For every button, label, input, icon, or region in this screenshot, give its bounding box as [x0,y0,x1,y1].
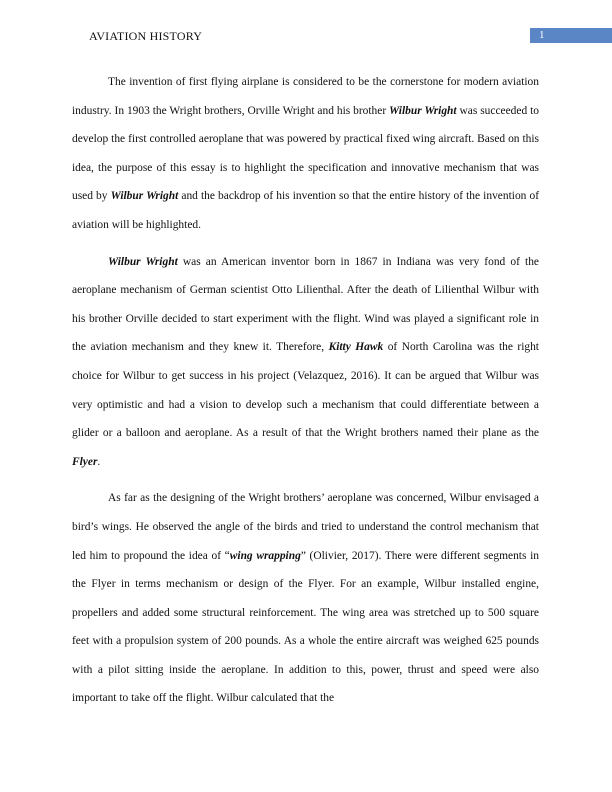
paragraph-text: As far as the designing of the Wright brothers’ aeroplane was concerned, Wilbur envisaged a bird’s wings. He observed the angle of the birds and tried to understand the control mechanism that led him to propound the idea of “ [72,492,539,562]
paragraph-text: was succeeded to develop the first controlled aeroplane that was powered by practical fixed wing aircraft. Based on this idea, the purpose of this essay is to highlight the specification and innovative mechanism that was used by [72,104,539,203]
page-number-badge [530,28,612,43]
paragraph-text: and the backdrop of his invention so that the entire history of the invention of aviation will be highlighted. [72,190,539,231]
paragraph-text: of North Carolina was the right choice for Wilbur to get success in his project (Velazquez, 2016). It can be argued that Wilbur was very optimistic and had a vision to develop such a mechanism that could differentiate between a glider or a balloon and aeroplane. As a result of that the Wright brothers named their plane as the [72,341,539,440]
paragraph-1 [72,68,539,240]
paragraph-text: The invention of first flying airplane is considered to be the cornerstone for modern aviation industry. In 1903 the Wright brothers, Orville Wright and his brother [72,76,539,117]
emphasis-text: Wilbur Wright [108,255,178,268]
paragraph-text: was an American inventor born in 1867 in Indiana was very fond of the aeroplane mechanism of German scientist Otto Lilienthal. After the death of Lilienthal Wilbur with his brother Orville decided to start experiment with the flight. Wind was played a significant role in the aviation mechanism and they knew it. Therefore, [72,255,539,354]
emphasis-text: Kitty Hawk [328,341,384,354]
paragraph-3 [72,484,539,713]
emphasis-text: Wilbur Wright [389,104,457,117]
emphasis-text: wing wrapping [229,549,301,562]
emphasis-text: Flyer [72,455,98,468]
paragraph-text: . [97,455,101,468]
page-number: 1 [539,29,545,41]
body-text [72,68,539,721]
paragraph-2 [72,248,539,477]
running-head: AVIATION HISTORY [89,29,203,43]
emphasis-text: Wilbur Wright [110,190,179,203]
paragraph-text: ” (Olivier, 2017). There were different segments in the Flyer in terms mechanism or design of the Flyer. For an example, Wilbur installed engine, propellers and added some structural reinforcement. The wing area was stretched up to 500 square feet with a propulsion system of 200 pounds. As a whole the entire aircraft was weighed 625 pounds with a pilot sitting inside the aeroplane. In addition to this, power, thrust and speed were also important to take off the flight. Wilbur calculated that the [72,549,539,705]
